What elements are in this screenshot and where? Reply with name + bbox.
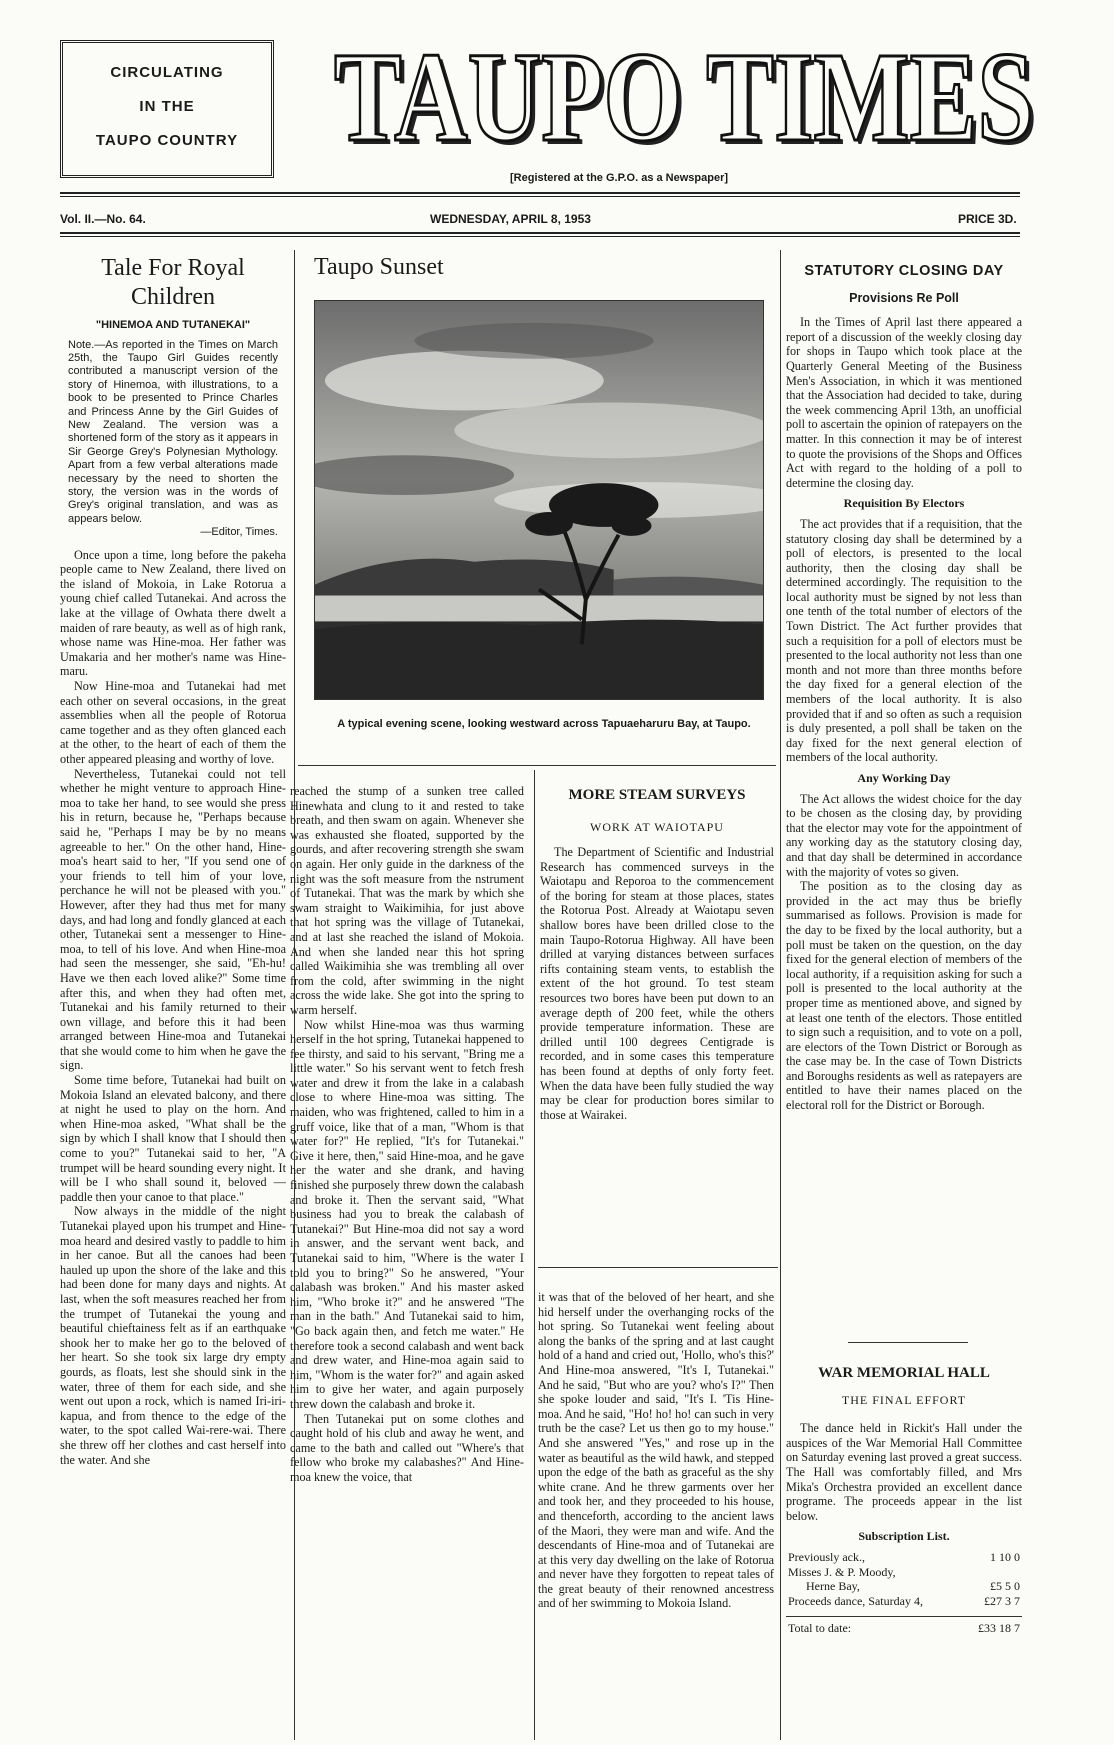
dateline-rule-thin bbox=[60, 236, 1020, 237]
editor-note bbox=[68, 339, 278, 540]
tale-subtitle: "HINEMOA AND TUTANEKAI" bbox=[95, 319, 251, 331]
price: PRICE 3D. bbox=[958, 212, 1017, 226]
masthead-title: TAUPO TIMES bbox=[334, 40, 1034, 155]
ear-line-3: TAUPO COUNTRY bbox=[95, 132, 239, 149]
steam-subtitle: WORK AT WAIOTAPU bbox=[590, 820, 724, 834]
table-row bbox=[786, 1565, 1022, 1580]
dateline-rule bbox=[60, 232, 1020, 234]
tale-paragraph: Then Tutanekai put on some clothes and caught hold of his club and away he went, and came to the bath and called out "Where's that fellow who broke my calabashes?" And Hine-moa knew the voice, that bbox=[290, 1411, 524, 1484]
masthead-shadow: TAUPO TIMES bbox=[338, 40, 1038, 155]
volume-number: Vol. II.—No. 64. bbox=[60, 212, 146, 226]
closing-day-article bbox=[786, 264, 1022, 1113]
closing-paragraph: The Act allows the widest choice for the day to be chosen as the closing day, by providing that the elector may vote for the appointment of any working day as the statutory closing day, and that day shall be determined in accordance with the majority of votes so given. bbox=[786, 791, 1022, 879]
tale-title-2: Children bbox=[131, 284, 215, 310]
tale-paragraph: Some time before, Tutanekai had built on Mokoia Island an elevated balcony, and there at night he used to play on the horn. And when Hine-moa asked, "What shall be the sign by which I shall know that I should then come to you?" Tutanekai said to her, "A trumpet will be heard sounding every night. It will be I who shall sound it, beloved — paddle then your canoe to that place." bbox=[60, 1073, 286, 1204]
tale-paragraph: Once upon a time, long before the pakeha people came to New Zealand, there lived on the island of Mokoia, in Lake Rotorua a young chief called Tutanekai. And across the lake at the village of Owhata there dwelt a maiden of rare beauty, as well as of high rank, whose name was Hine-moa. Her father was Umakaria and her mother's name was Hine-maru. bbox=[60, 547, 286, 679]
war-subtitle: THE FINAL EFFORT bbox=[841, 1392, 967, 1407]
closing-paragraph: The act provides that if a requisition, that the statutory closing day shall be determined by a poll of electors, is presented to the local authority, then the closing day shall be determined accordingly. The requisition to the local authority must be signed by not less than one tenth of the total number of electors of the Town District. The Act further provides that such a requisition for a poll of electors must be presented to the local authority not less than one month and not more than three months before the day fixed for a general election of the members of the local authority. It is also provided that if and so often as such a requision is duly presented, a poll shall be taken on the day fixed for the next general election of members of the local authority. bbox=[786, 516, 1022, 765]
war-body: The dance held in Rickit's Hall under the auspices of the War Memorial Hall Committee on Saturday evening last proved a great success. The Hall was comfortably filled, and Mrs Mika's Orchestra provided an excellent dance programe. The proceeds appear in the list below. bbox=[786, 1421, 1022, 1523]
steam-rule bbox=[538, 1267, 778, 1268]
circulation-ear bbox=[60, 40, 274, 178]
subscription-table bbox=[786, 1550, 1022, 1608]
war-memorial-article bbox=[786, 1360, 1022, 1636]
masthead bbox=[330, 40, 1040, 155]
row-label: Herne Bay, bbox=[806, 1579, 860, 1594]
closing-paragraph: In the Times of April last there appeared a report of a discussion of the weekly closing day for shops in Taupo which took place at the Quarterly General Meeting of the Business Men's Association, in which it was mentioned that the Association had decided to take, during the week commencing April 13th, an unofficial poll to ascertain the opinion of ratepayers on the matter. In this connection it may be of interest to quote the provisions of the Shops and Offices Act with regard to the holding of a poll to determine the closing day. bbox=[786, 315, 1022, 490]
tale-article bbox=[60, 254, 286, 1467]
row-label: Misses J. & P. Moody, bbox=[788, 1564, 896, 1579]
tale-paragraph: Now Hine-moa and Tutanekai had met each other on several occasions, in the great assemblies when all the people of Rotorua came together and as they often glanced each at the other, to the heart of each of them the other appeared pleasing and worthy of love. bbox=[60, 679, 286, 766]
closing-heading-requisition: Requisition By Electors bbox=[843, 496, 965, 511]
row-label: Proceeds dance, Saturday 4, bbox=[788, 1593, 923, 1608]
editor-note-text: Note.—As reported in the Times on March 25th, the Taupo Girl Guides recently contributed a manuscript version of the story of Hinemoa, with illustrations, to a book to be presented to Prince Charles and Princess Anne by the Girl Guides of New Zealand. The version was a shortened form of the story as it appears in Sir George Grey's Polynesian Mythology. Apart from a few verbal alterations made necessary by the need to shorten the story, the version was in the words of Grey's original translation, and was as appears below. bbox=[68, 338, 278, 525]
steam-title: MORE STEAM SURVEYS bbox=[568, 787, 746, 803]
column-rule-3 bbox=[780, 250, 781, 1740]
row-amount: £5 5 0 bbox=[990, 1579, 1020, 1594]
closing-title: STATUTORY CLOSING DAY bbox=[804, 263, 1004, 279]
photo-rule bbox=[298, 765, 776, 766]
issue-date: WEDNESDAY, APRIL 8, 1953 bbox=[430, 212, 591, 226]
total-amount: £33 18 7 bbox=[978, 1621, 1020, 1636]
tale-continued-col2 bbox=[290, 784, 524, 1485]
subscription-list-title: Subscription List. bbox=[858, 1529, 950, 1544]
top-rule-thin bbox=[60, 196, 1020, 197]
table-row bbox=[786, 1594, 1022, 1609]
table-row bbox=[786, 1579, 1022, 1594]
tale-paragraph: Nevertheless, Tutanekai could not tell whether he might venture to approach Hine-moa to take her hand, to see would she press his in return, because he, "Perhaps because said he, "Perhaps I may be by no means agreeable to her." On the other hand, Hine-moa's heart said to her, "If you send one of your friends to tell him of your love, perchance he will not be pleased with you." However, after they had thus met for many days, and had long and fondly glanced at each other, Tutanekai sent a messenger to Hine-moa, to tell of his love. And when Hine-moa had seen the messenger, she said, "Eh-hu! Have we then each loved alike?" Some time after this, and when they had often met, Tutanekai and his family returned to their own village, and before this it had been arranged between Hine-moa and Tutanekai that she would come to him when he gave the sign. bbox=[60, 766, 286, 1073]
total-label: Total to date: bbox=[788, 1621, 852, 1636]
editor-signature: —Editor, Times. bbox=[200, 526, 278, 539]
row-amount: 1 10 0 bbox=[990, 1549, 1020, 1564]
steam-article bbox=[534, 775, 780, 1263]
tale-paragraph: reached the stump of a sunken tree called Hinewhata and clung to it and rested to take breath, and then swam on again. Whenever she was exhausted she floated, supported by the gourds, and after recovering strength she swam on again. Her only guide in the darkness of the night was the soft measure from the nstrument of Tutanekai. That was the mark by which she swam straight to Waikimihia, for just above that hot spring was the village of Tutanekai, and at last she reached the island of Mokoia. And when she landed near this hot spring called Waikimihia she was trembling all over from the cold, after swimming in the night across the wide lake. She got into the spring to warm herself. bbox=[290, 784, 524, 1017]
tale-paragraph: Now whilst Hine-moa was thus warming herself in the hot spring, Tutanekai happened to fee thirsty, and said to his servant, "Bring me a little water." So his servant went to fetch fresh water and drew it from the lake in a calabash close to where Hine-moa was sitting. The maiden, who was frightened, called to him in a gruff voice, like that of a man, "Whom is that water for?" He replied, "It's for Tutanekai." Give it here, then," said Hine-moa, and he gave her the water and she drank, and having finished she purposely threw down the calabash and broke it. Then the servant said, "What business had you to break the calabash of Tutanekai?" But Hine-moa did not say a word in answer, and the servant went back, and Tutanekai said to him, "Where is the water I told you to bring?" So he answered, "Your calabash was broken." And his master asked him, "Who broke it?" and he answered "The man in the bath." And Tutanekai said to him, "Go back again then, and fetch me water." He therefore took a second calabash and went back and drew water, and Hine-moa again said to him, "Whom is the water for?" and again asked him to give her water, and again purposely threw down the calabash and broke it. bbox=[290, 1017, 524, 1411]
registration-note: [Registered at the G.P.O. as a Newspaper] bbox=[510, 172, 729, 184]
sunset-caption: A typical evening scene, looking westward across Tapuaeharuru Bay, at Taupo. bbox=[337, 718, 751, 730]
total-table bbox=[786, 1621, 1022, 1636]
row-amount: £27 3 7 bbox=[984, 1593, 1020, 1608]
sunset-photo bbox=[314, 300, 764, 700]
closing-subtitle: Provisions Re Poll bbox=[849, 290, 959, 305]
table-row bbox=[786, 1550, 1022, 1565]
war-separator bbox=[848, 1342, 968, 1343]
row-label: Previously ack., bbox=[788, 1549, 865, 1564]
ear-line-2: IN THE bbox=[139, 98, 195, 115]
steam-body: The Department of Scientific and Industrial Research has commenced surveys in the Waiotapu and Reporoa to the commencement of the boring for steam at those places, states the Rotorua Post. Already at Waiotapu seven shallow bores have been drilled close to the main Taupo-Rotorua Highway. All have been drilled at varying distances between surfaces rifts containing steam vents, to establish the extent of the hot ground. To test steam resources two bores have been put down to an average depth of 200 feet, while the others provide temperature information. These are drilled until 100 degrees Centigrade is recorded, and in some cases this temperature has been found at depths of only forty feet. When the data have been fully studied the way may be clear for production bores similar to those at Wairakei. bbox=[540, 845, 774, 1122]
closing-paragraph: The position as to the closing day as provided in the act may thus be briefly summarised as follows. Provision is made for the day to be fixed by the local authority, but a poll must be taken on the question, on the day fixed for the general election of members of the local authority, if a requisition asking for such a poll is presented to the local authority at the proper time as mentioned above, and signed by at least one tenth of the electors. Those entitled to sign such a requisition, and to vote on a poll, are electors of the Town District or Borough as the case may be. In the case of Town Districts and Boroughs residents as well as ratepayers are entitled to have their names placed on the electoral roll for the District or Borough. bbox=[786, 879, 1022, 1113]
top-rule bbox=[60, 192, 1020, 194]
total-rule bbox=[786, 1616, 1022, 1617]
tale-continued-col3 bbox=[538, 1290, 774, 1611]
tale-paragraph: Now always in the middle of the night Tutanekai played upon his trumpet and Hine-moa heard and desired vastly to paddle to him in her canoe. But all the canoes had been hauled up upon the shore of the lake and this had been done for many days and nights. At last, when the soft measures reached her from the trumpet of Tutanekai the young and beautiful chieftainess felt as if an earthquake shook her to make her go to the beloved of her heart. So she took six large dry empty gourds, as floats, lest she should sink in the water, three of them for each side, and she went out upon a rock, which is named Iri-iri-kapua, and from thence to the edge of the water, to the spot called Wai-rere-wai. There she threw off her clothes and cast herself into the water. And she bbox=[60, 1204, 286, 1467]
closing-heading-working-day: Any Working Day bbox=[857, 771, 951, 785]
tale-title-1: Tale For Royal bbox=[101, 255, 245, 281]
tale-paragraph: it was that of the beloved of her heart, and she hid herself under the overhanging rocks of the hot spring. So Tutanekai went feeling about along the banks of the spring and at last caught hold of a hand and cried out, 'Hollo, who's this?' And Hine-moa answered, "It's I, Tutanekai." And he said, "But who are you? who's I?" Then she spoke louder and said, "It's I. 'Tis Hine-moa. And he said, "Ho! ho! ho! can such in very truth be the case? Let us then go to my house." And she answered "Yes," and rose up in the water as beautiful as the wild hawk, and stepped upon the edge of the bath as graceful as the shy white crane. And he threw garments over her and took her, and they proceeded to his house, and thenceforth, according to the ancient laws of the Maori, they were man and wife. And the descendants of Hine-moa and of Tutanekai are at this very day dwelling on the lake of Rotorua and never have they forgotten to repeat tales of the great beauty of their renowned ancestress and of her swimming to Mokoia Island. bbox=[538, 1290, 774, 1611]
sunset-title: Taupo Sunset bbox=[314, 254, 444, 280]
row-amount bbox=[969, 1565, 1022, 1580]
table-row bbox=[786, 1621, 1022, 1636]
ear-line-1: CIRCULATING bbox=[110, 64, 224, 81]
war-title: WAR MEMORIAL HALL bbox=[818, 1365, 990, 1381]
